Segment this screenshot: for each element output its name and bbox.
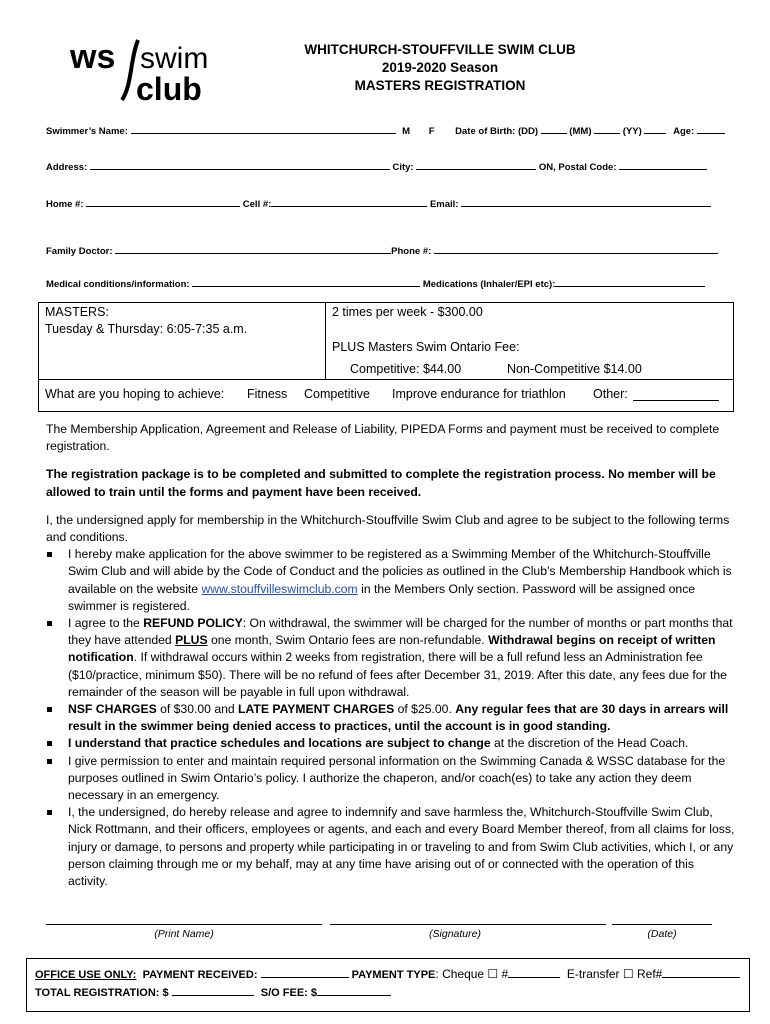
list-item <box>46 753 736 805</box>
competitive-fee: Competitive: $44.00 <box>350 362 462 376</box>
total-registration-field[interactable] <box>172 986 254 996</box>
undersigned-paragraph: I, the undersigned apply for membership in the Whitchurch-Stouffville Swim Club and agree to be subject to the following terms and conditions. <box>46 512 730 545</box>
postal-field[interactable] <box>619 160 707 170</box>
form-title: MASTERS REGISTRATION <box>354 78 526 93</box>
dd-label: DD <box>521 126 535 137</box>
home-label: Home # <box>46 199 81 210</box>
plus-fee: PLUS Masters Swim Ontario Fee: <box>332 340 520 354</box>
program-box <box>38 302 734 412</box>
noncompetitive-fee: Non-Competitive $14.00 <box>507 362 642 376</box>
bullet3-text-b: of $30.00 and <box>156 702 239 717</box>
bullet2-text: I agree to the <box>68 616 144 631</box>
list-item <box>46 735 736 752</box>
membership-paragraph: The Membership Application, Agreement and Release of Liability, PIPEDA Forms and payment must be received to complete registration. <box>46 422 720 454</box>
bullet1-text-end: in the Members Only section. Password will be assigned once swimmer is registered. <box>68 581 696 613</box>
print-name-label: (Print Name) <box>154 928 214 940</box>
withdrawal-text: Withdrawal begins on receipt of written notification <box>68 633 716 665</box>
payment-received-field[interactable] <box>261 968 349 978</box>
medications-label: Medications (Inhaler/EPI etc) <box>422 279 553 290</box>
total-registration-label: TOTAL REGISTRATION: $ <box>35 987 169 999</box>
goal-fitness[interactable]: Fitness <box>247 387 288 401</box>
goal-row <box>39 379 733 412</box>
cheque-option[interactable]: Cheque ☐ # <box>442 967 509 981</box>
form-header <box>250 41 630 95</box>
bullet2-text-b: : On withdrawal, the swimmer will be charged for the number of months or part months that they have attended <box>68 616 733 648</box>
mm-label: MM <box>572 126 589 137</box>
office-row-2 <box>35 986 391 999</box>
arrears-warning: Any regular fees that are 30 days in arrears will result in the swimmer being denied access to practices, until the account is in good standing. <box>68 702 729 734</box>
signature-label: (Signature) <box>429 928 481 940</box>
etransfer-option[interactable]: E-transfer ☐ Ref# <box>566 967 663 981</box>
logo-swim: swim <box>140 42 209 75</box>
doctor-field[interactable] <box>115 244 391 254</box>
list-item <box>46 615 736 701</box>
age-label: Age <box>673 126 692 137</box>
schedule-change: I understand that practice schedules and locations are subject to change <box>68 736 491 751</box>
female-option[interactable]: F <box>428 126 435 137</box>
program-name: MASTERS: <box>45 305 109 319</box>
city-field[interactable] <box>416 160 536 170</box>
office-use-box <box>26 958 750 1012</box>
goal-triathlon[interactable]: Improve endurance for triathlon <box>392 387 566 401</box>
male-option[interactable]: M <box>402 126 411 137</box>
refund-policy: REFUND POLICY <box>143 616 243 631</box>
dob-label: Date of Birth <box>455 126 513 137</box>
address-field[interactable] <box>90 160 390 170</box>
goal-other-field[interactable] <box>633 391 719 401</box>
dd-field[interactable] <box>541 124 567 134</box>
swimmer-name-label: Swimmer’s Name <box>46 126 125 137</box>
swimmer-row: Swimmer’s Name: M F Date of Birth: (DD) (MM) (YY) Age: <box>46 124 726 137</box>
doctor-label: Family Doctor <box>46 246 110 257</box>
plus-text: PLUS <box>175 633 208 648</box>
address-row: Address: City: ON, Postal Code: <box>46 160 726 173</box>
medications-field[interactable] <box>555 277 705 287</box>
home-field[interactable] <box>86 197 240 207</box>
signature-line[interactable] <box>330 924 606 925</box>
bullet5-text: I give permission to enter and maintain required personal information on the Swimming Canada & WSSC database for the purposes outlined in Swim Ontario’s policy. I authorize the chaperon, and/or coach(es) to take any action they deem necessary in an emergency. <box>68 753 726 803</box>
swim-club-logo-icon <box>70 30 210 105</box>
yy-field[interactable] <box>644 124 666 134</box>
medical-label: Medical conditions/information: <box>46 279 190 290</box>
bullet2-text-d: . If withdrawal occurs within 2 weeks from registration, there will be a full refund less an Administration fee ($10/practice, minimum $50). There will be no refund of fees after December 31, 2019. After this date, any fees due for the remainder of the season will be payable in full upon withdrawal. <box>68 650 727 699</box>
office-use-label: OFFICE USE ONLY: <box>35 969 137 981</box>
bullet4-text: at the discretion of the Head Coach. <box>490 736 689 751</box>
club-name: WHITCHURCH-STOUFFVILLE SWIM CLUB <box>304 42 576 57</box>
late-payment-charges: LATE PAYMENT CHARGES <box>238 702 395 717</box>
print-name-line[interactable] <box>46 924 322 925</box>
bullet1-text: I hereby make application for the above swimmer to be registered as a Swimming Member of the Whitchurch-Stouffville Swim Club and will abide by the Code of Conduct and the policies as outlined in the Club’s Membership Handbook which is available on the website <box>68 547 732 596</box>
yy-label: YY <box>625 126 639 137</box>
medical-field[interactable] <box>192 277 420 287</box>
nsf-charges: NSF CHARGES <box>68 702 157 717</box>
logo-ws: ws <box>70 38 116 76</box>
list-item <box>46 701 736 735</box>
phone-label: Phone # <box>391 246 429 257</box>
office-row-1: OFFICE USE ONLY: PAYMENT RECEIVED: PAYMENT TYPE: Cheque ☐ # E-transfer ☐ Ref# <box>35 967 740 981</box>
email-label: Email <box>429 199 456 210</box>
age-field[interactable] <box>697 124 725 134</box>
goal-competitive[interactable]: Competitive <box>304 387 370 401</box>
bullet6-text: I, the undersigned, do hereby release and agree to indemnify and save harmless the, Whitchurch-Stouffville Swim Club, Nick Rottmann, and their officers, employees or agents, and each and every Board Member thereof, from all claims for loss, injury or damage, to persons and property while participating in or traveling to and from Swim Club activities, which I, or any person claiming through me or my behalf, may at any time have arising out of or connected with the operation of this activity. <box>68 805 735 889</box>
cell-label: Cell # <box>242 199 269 210</box>
club-logo <box>70 30 210 105</box>
program-info <box>39 303 326 379</box>
city-label: City <box>392 162 411 173</box>
logo-club: club <box>136 71 202 105</box>
email-field[interactable] <box>461 197 711 207</box>
bullet3-text-d: of $25.00. <box>394 702 456 717</box>
list-item <box>46 804 736 890</box>
postal-label: ON, Postal Code <box>538 162 614 173</box>
mm-field[interactable] <box>594 124 620 134</box>
bullet2-text-c: one month, Swim Ontario fees are non-refundable. <box>207 633 489 648</box>
program-price: 2 times per week - $300.00 <box>332 305 483 319</box>
terms-section <box>46 421 736 890</box>
etransfer-ref-field[interactable] <box>662 968 740 978</box>
goal-other[interactable]: Other: <box>593 387 628 401</box>
swimmer-name-field[interactable] <box>131 124 396 134</box>
medical-row: Medical conditions/information: Medications (Inhaler/EPI etc): <box>46 277 726 290</box>
payment-received-label: PAYMENT RECEIVED: <box>142 969 258 981</box>
website-link[interactable]: www.stouffvilleswimclub.com <box>201 581 358 596</box>
goal-label: What are you hoping to achieve: <box>45 387 225 401</box>
doctor-row: Family Doctor: Phone #: <box>46 244 726 257</box>
list-item <box>46 546 736 615</box>
phone-row: Home #: Cell #: Email: <box>46 197 726 210</box>
registration-warning: The registration package is to be completed and submitted to complete the registration process. No member will be allowed to train until the forms and payment have been received. <box>46 467 716 499</box>
payment-type-label: PAYMENT TYPE <box>351 969 436 981</box>
cheque-number-field[interactable] <box>508 968 560 978</box>
date-label: (Date) <box>647 928 677 940</box>
date-line[interactable] <box>612 924 712 925</box>
phone-field[interactable] <box>434 244 718 254</box>
season: 2019-2020 Season <box>381 60 499 75</box>
so-fee-label: S/O FEE: $ <box>260 987 318 999</box>
address-label: Address <box>46 162 85 173</box>
program-schedule: Tuesday & Thursday: 6:05-7:35 a.m. <box>45 322 248 336</box>
so-fee-field[interactable] <box>317 986 391 996</box>
cell-field[interactable] <box>271 197 427 207</box>
